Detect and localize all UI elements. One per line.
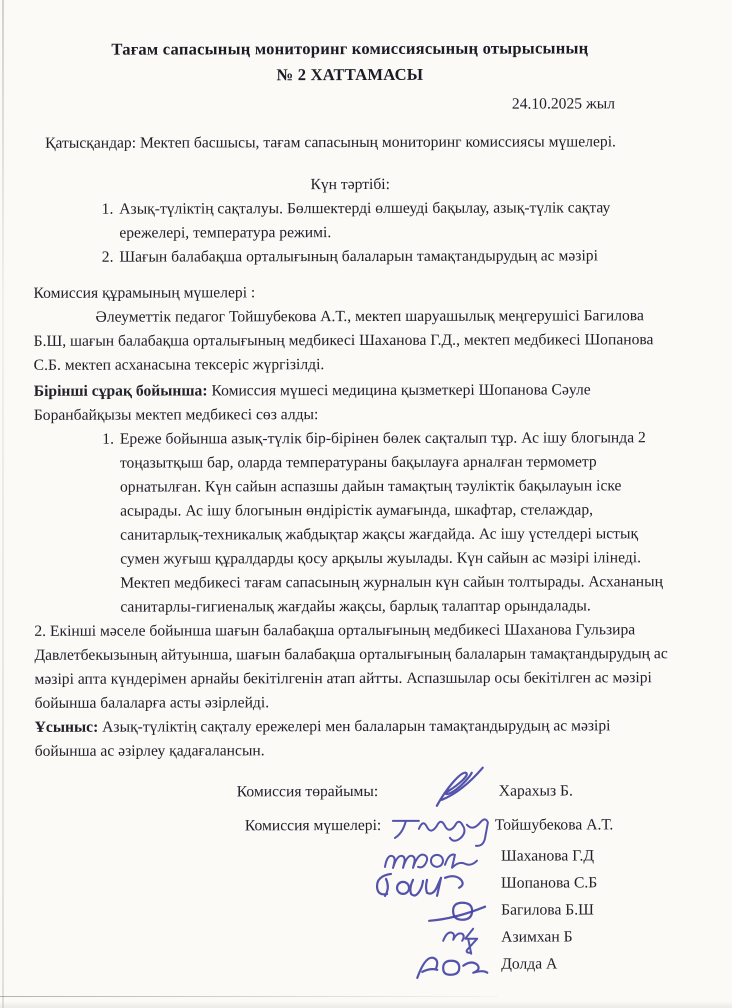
second-issue-paragraph: 2. Екінші мәселе бойынша шағын балабақша орталығының медбикесі Шаханова Гульзира Давлетбекызының айтуынша, шағын балабақша орталығының балаларын тамақтандырудың ас мәзірі апта күндерімен арнайы бекітілгенін атап айтты. Аспазшылар осы бекітілген ас мәзірі бойынша балаларға асты әзірлейді.	[34, 621, 668, 712]
participants-paragraph: Қатысқандар: Мектеп басшысы, тағам сапасының мониторинг комиссиясы мүшелері.	[45, 133, 616, 152]
member-signature-row	[35, 869, 669, 898]
bagilova-signature-icon	[371, 898, 493, 926]
first-question-lead: Бірінші сұрақ бойынша:	[33, 382, 208, 400]
member-signature-row	[35, 808, 669, 844]
document-date: 24.10.2025 жыл	[511, 95, 616, 113]
scan-line-artifact	[0, 996, 498, 997]
commission-paragraph: Әлеуметтік педагог Тойшубекова А.Т., мектеп шаруашылық меңгерушісі Багилова Б.Ш, шағын балабақша орталығының медбикесі Шаханова Г.Д., мектеп медбикесі Шопанова С.Б. мектеп асханасына тексеріс жүргізілді.	[33, 307, 654, 374]
chair-name: Харахыз Б.	[498, 782, 573, 800]
member-name: Азимхан Б	[501, 927, 573, 946]
agenda-item-2: 2. Шағын балабақша орталығының балаларын тамақтандырудың ас мәзірі	[117, 244, 667, 269]
members-label: Комиссия мүшелері:	[244, 816, 382, 835]
scan-shade-artifact	[0, 1001, 732, 1008]
member-signature-row	[35, 950, 669, 979]
title-line-1: Тағам сапасының мониторинг комиссиясының отырысының	[111, 38, 589, 59]
member-name: Долда А	[501, 955, 558, 973]
commission-heading: Комиссия құрамының мүшелері :	[33, 284, 256, 302]
dolda-signature-icon	[371, 951, 493, 981]
chair-signature-row	[35, 774, 669, 810]
agenda-item-1: 1. Азық-түліктің сақталуы. Бөлшектерді өлшеуді бақылау, азық-түлік сақтау ережелері, температура режимі.	[117, 196, 667, 245]
member-name: Багилова Б.Ш	[501, 900, 594, 919]
finding-item-1: 1. Ереже бойынша азық-түлік бір-бірінен бөлек сақталып тұр. Ас ішу блогында 2 тоңазытқыш бар, оларда температураны бақылауға арналған термометр орнатылған. Күн сайын аспазшы дайын тамақтың тәуліктік бақылауын іске асырады. Ас ішу блогынын өндірістік аумағында, шкафтар, стелаждар, санитарлық-техникалық жабдықтар жақсы жағдайда. Ас ішу үстелдері ыстық сумен жуғыш құралдарды қосу арқылы жуылады. Күн сайын ас мәзірі ілінеді. Мектеп медбикесі тағам сапасының журналын күн сайын толтырады. Асхананың санитарлы-гигиеналық жағдайы жақсы, барлық талаптар орындалады.	[118, 426, 669, 619]
signature-block	[35, 774, 670, 979]
member-name: Тойшубекова А.Т.	[494, 816, 614, 834]
member-signature-row	[35, 896, 669, 925]
first-question-rest: Комиссия мүшесі медицина қызметкері Шопанова Сәуле Боранбайқызы мектеп медбикесі сөз алды:	[33, 381, 591, 424]
member-signature-row	[35, 842, 669, 871]
agenda-list	[33, 196, 667, 270]
findings-list	[34, 426, 669, 620]
chair-label: Комиссия төрайымы:	[236, 782, 379, 801]
document-title	[33, 35, 667, 89]
proposal-paragraph	[35, 714, 669, 764]
member-signature-row	[35, 923, 669, 952]
agenda-heading: Күн тәртібі:	[310, 175, 390, 194]
member-name: Шаханова Г.Д	[500, 846, 595, 865]
azimkhan-signature-icon	[371, 924, 493, 954]
proposal-lead: Ұсыныс:	[34, 718, 99, 736]
member-name: Шопанова С.Б	[501, 873, 598, 892]
title-line-2: № 2 ХАТТАМАСЫ	[276, 64, 424, 85]
first-question-paragraph	[34, 378, 668, 428]
chair-signature-icon	[423, 764, 489, 810]
proposal-rest: Азық-түліктің сақталу ережелері мен балаларын тамақтандырудың ас мәзірі бойынша ас әзірлеу қадағалансын.	[34, 717, 611, 760]
